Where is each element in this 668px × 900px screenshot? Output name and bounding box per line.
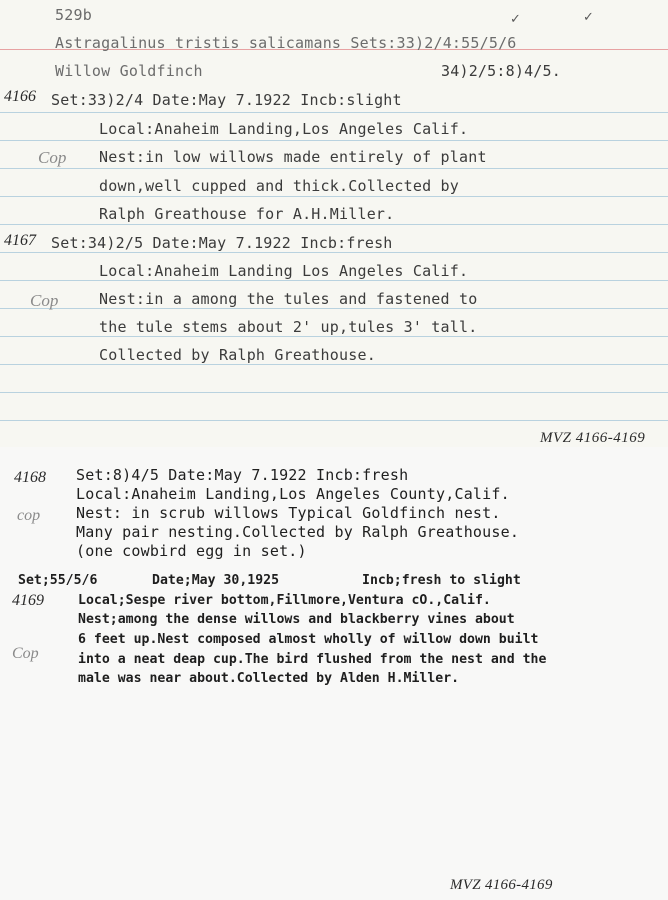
copy-note: cop	[17, 507, 41, 524]
ruled-line	[0, 140, 668, 141]
record-line: Nest:in a among the tules and fastened to	[99, 290, 478, 308]
record-line: Nest: in scrub willows Typical Goldfinch nest.	[76, 504, 501, 522]
copy-note: Cop	[38, 148, 67, 167]
check-mark-icon: ✓	[583, 10, 594, 25]
record-line: Set:33)2/4 Date:May 7.1922 Incb:slight	[51, 91, 402, 109]
record-line: Collected by Ralph Greathouse.	[99, 346, 376, 364]
mvz-stamp-bottom: MVZ 4166-4169	[450, 877, 553, 893]
record-line: Nest;among the dense willows and blackberry vines about	[78, 612, 515, 627]
record-line: Many pair nesting.Collected by Ralph Greathouse.	[76, 523, 520, 541]
copy-note: Cop	[12, 645, 39, 662]
ruled-line	[0, 280, 668, 281]
catalog-number: 529b	[55, 6, 92, 24]
incubation-field: Incb;fresh to slight	[362, 573, 521, 588]
record-line: Nest:in low willows made entirely of plant	[99, 148, 487, 166]
index-card-lower	[0, 447, 668, 900]
record-line: Local:Anaheim Landing,Los Angeles Calif.	[99, 120, 469, 138]
record-number-4167: 4167	[4, 232, 36, 249]
date-field: Date;May 30,1925	[152, 573, 280, 588]
ruled-line	[0, 168, 668, 169]
ruled-line	[0, 308, 668, 309]
record-number-4168: 4168	[14, 469, 46, 486]
ruled-line	[0, 364, 668, 365]
index-card-upper	[0, 0, 668, 447]
sets-line-2: 34)2/5:8)4/5.	[441, 62, 561, 80]
mvz-stamp: MVZ 4166-4169	[540, 430, 646, 446]
set-field: Set;55/5/6	[18, 573, 98, 588]
record-number-4169: 4169	[12, 592, 44, 609]
record-line: 6 feet up.Nest composed almost wholly of willow down built	[78, 632, 539, 647]
copy-note: Cop	[30, 291, 59, 310]
species-sets-line: Astragalinus tristis salicamans Sets:33)2/4:55/5/6	[55, 34, 517, 52]
record-line: Ralph Greathouse for A.H.Miller.	[99, 205, 395, 223]
record-line: Set:8)4/5 Date:May 7.1922 Incb:fresh	[76, 466, 409, 484]
record-line: Local;Sespe river bottom,Fillmore,Ventura cO.,Calif.	[78, 593, 491, 608]
record-line: male was near about.Collected by Alden H.Miller.	[78, 671, 460, 686]
record-line: Local:Anaheim Landing,Los Angeles County,Calif.	[76, 485, 510, 503]
ruled-line	[0, 112, 668, 113]
ruled-line	[0, 420, 668, 421]
record-line: Local:Anaheim Landing Los Angeles Calif.	[99, 262, 469, 280]
record-line: Set:34)2/5 Date:May 7.1922 Incb:fresh	[51, 234, 393, 252]
record-line: the tule stems about 2' up,tules 3' tall.	[99, 318, 478, 336]
record-line: into a neat deap cup.The bird flushed from the nest and the	[78, 652, 547, 667]
ruled-line	[0, 336, 668, 337]
ruled-line	[0, 252, 668, 253]
record-line: down,well cupped and thick.Collected by	[99, 177, 459, 195]
record-line: (one cowbird egg in set.)	[76, 542, 307, 560]
common-name: Willow Goldfinch	[55, 62, 203, 80]
ruled-line	[0, 392, 668, 393]
check-mark-icon: ✓	[510, 12, 521, 27]
ruled-line	[0, 224, 668, 225]
ruled-line	[0, 196, 668, 197]
record-number-4166: 4166	[4, 88, 36, 105]
